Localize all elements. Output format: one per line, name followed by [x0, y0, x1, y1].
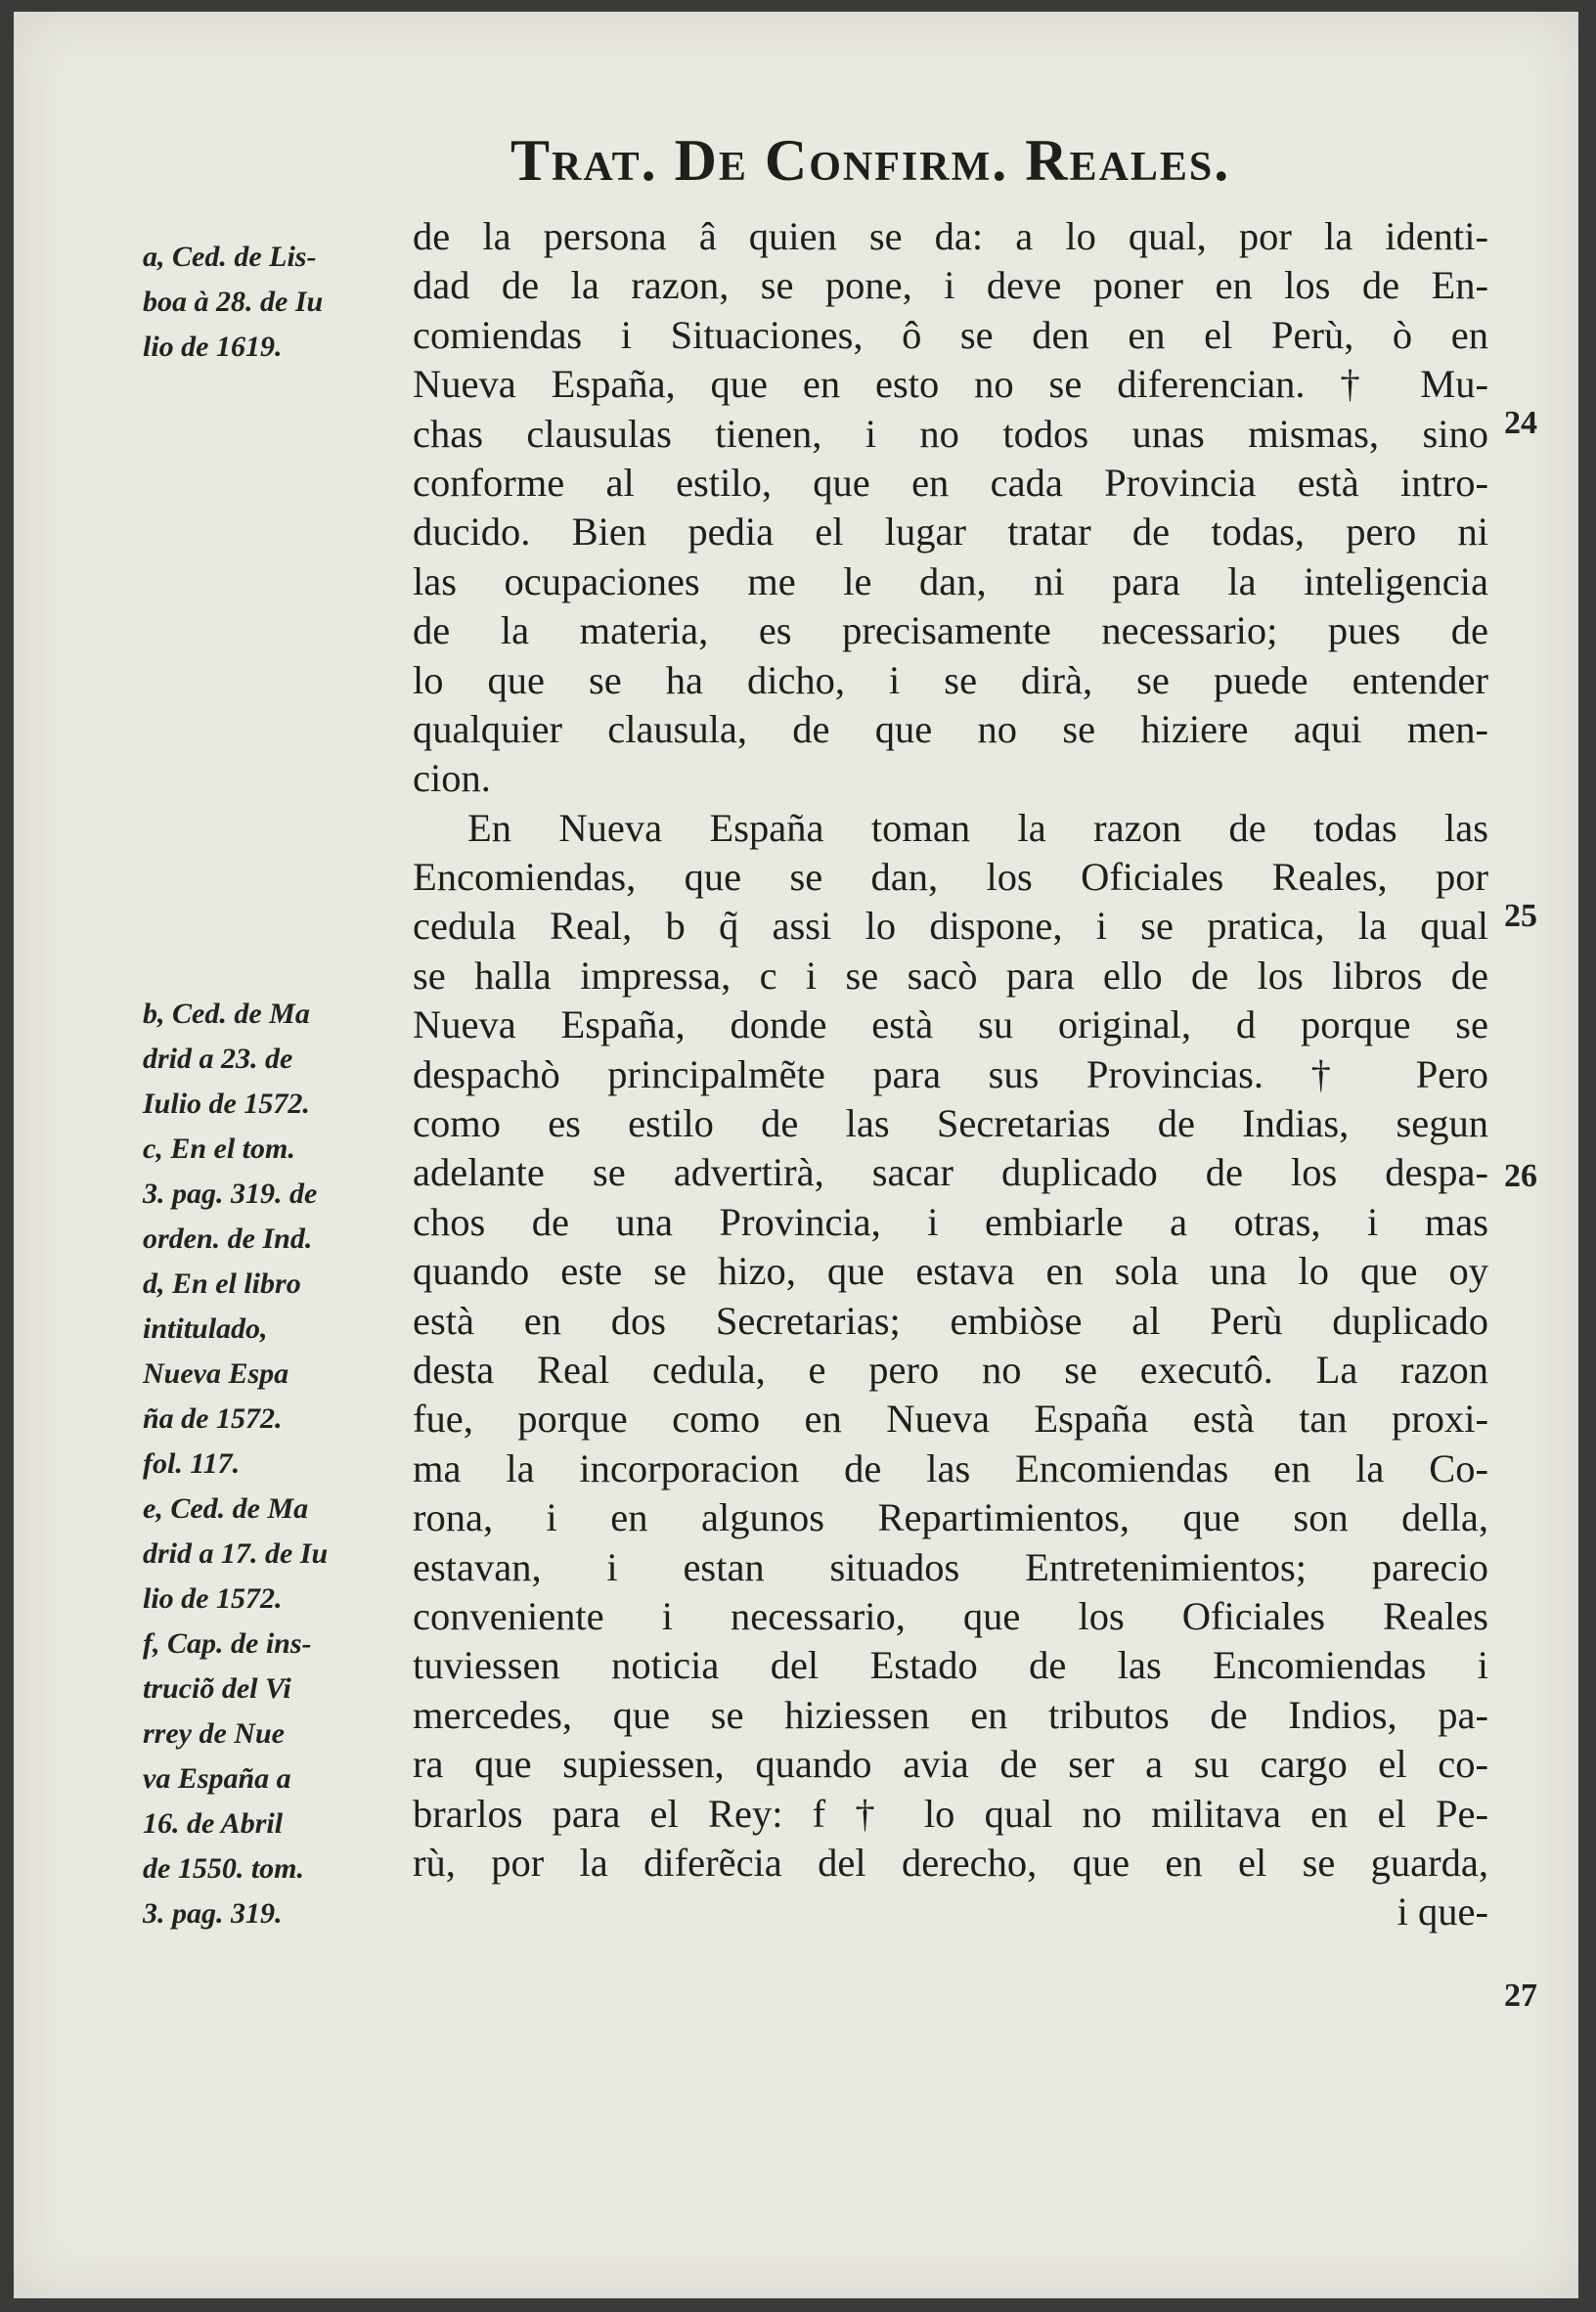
text-line: las ocupaciones me le dan, ni para la inteligencia	[413, 558, 1488, 603]
running-header: Trat. De Confirm. Reales.	[510, 128, 1231, 193]
text-line: de la persona â quien se da: a lo qual, por la identi-	[413, 214, 1488, 258]
margin-note-line: drid a 17. de Iu	[143, 1537, 329, 1570]
paragraph-number-25: 25	[1504, 898, 1537, 934]
text-line: conveniente i necessario, que los Oficiales Reales	[413, 1593, 1488, 1638]
text-line: como es estilo de las Secretarias de Indias, segun	[413, 1101, 1488, 1146]
margin-note-line: f, Cap. de ins-	[143, 1627, 312, 1660]
text-line: està en dos Secretarias; embiòse al Perù duplicado	[413, 1298, 1488, 1343]
text-line: estavan, i estan situados Entretenimientos; parecio	[413, 1544, 1488, 1589]
text-line: desta Real cedula, e pero no se executô. La razon	[413, 1347, 1488, 1392]
text-line: despachò principalmẽte para sus Provincias. † Pero	[413, 1051, 1488, 1096]
margin-note-line: 3. pag. 319. de	[143, 1178, 318, 1210]
text-line: se halla impressa, c i se sacò para ello de los libros de	[413, 953, 1488, 998]
margin-note-line: Iulio de 1572.	[143, 1088, 310, 1120]
text-line: conforme al estilo, que en cada Provincia està intro-	[413, 460, 1488, 505]
margin-note-line: lio de 1619.	[143, 331, 283, 363]
margin-note-line: 16. de Abril	[143, 1807, 284, 1840]
margin-note-line: ña de 1572.	[143, 1402, 283, 1435]
text-line: lo que se ha dicho, i se dirà, se puede entender	[413, 657, 1488, 702]
margin-note-line: b, Ced. de Ma	[143, 998, 310, 1030]
margin-note-line: c, En el tom.	[143, 1133, 295, 1165]
page-sheet	[14, 12, 1578, 2298]
text-line: cedula Real, b q̃ assi lo dispone, i se pratica, la qual	[413, 904, 1488, 949]
text-line: quando este se hizo, que estava en sola una lo que oy	[413, 1249, 1488, 1294]
text-line: tuviessen noticia del Estado de las Encomiendas i	[413, 1643, 1488, 1688]
main-text-column	[413, 212, 1488, 1937]
margin-note-line: orden. de Ind.	[143, 1223, 313, 1255]
margin-note-line: truciõ del Vi	[143, 1672, 291, 1705]
text-line: ra que supiessen, quando avia de ser a su cargo el co-	[413, 1742, 1488, 1787]
marginal-notes-top	[143, 235, 407, 370]
paragraph-number-27: 27	[1504, 1978, 1537, 2014]
margin-note-line: rrey de Nue	[143, 1717, 285, 1750]
text-line: chas clausulas tienen, i no todos unas mismas, sino	[413, 411, 1488, 456]
margin-note-line: e, Ced. de Ma	[143, 1492, 309, 1525]
margin-note-line: d, En el libro	[143, 1267, 301, 1300]
margin-note-line: a, Ced. de Lis-	[143, 241, 317, 273]
paragraph-number-26: 26	[1504, 1158, 1537, 1194]
text-line: ma la incorporacion de las Encomiendas en la Co-	[413, 1445, 1488, 1490]
margin-note-line: intitulado,	[143, 1312, 268, 1345]
margin-note-line: fol. 117.	[143, 1447, 241, 1480]
text-line: brarlos para el Rey: f † lo qual no militava en el Pe-	[413, 1791, 1488, 1836]
margin-note-line: va España a	[143, 1762, 291, 1795]
margin-note-line: de 1550. tom.	[143, 1852, 304, 1885]
text-line: de la materia, es precisamente necessario; pues de	[413, 608, 1488, 653]
margin-note-line: Nueva Espa	[143, 1357, 289, 1390]
text-line: Nueva España, que en esto no se diferencian. † Mu-	[413, 362, 1488, 407]
marginal-notes-bottom	[143, 992, 407, 1936]
text-line: dad de la razon, se pone, i deve poner en los de En-	[413, 263, 1488, 308]
margin-note-line: 3. pag. 319.	[143, 1897, 283, 1930]
paragraph-number-24: 24	[1504, 405, 1537, 441]
margin-note-line: drid a 23. de	[143, 1043, 293, 1075]
margin-note-line: boa à 28. de Iu	[143, 286, 324, 318]
text-line: ducido. Bien pedia el lugar tratar de todas, pero ni	[413, 510, 1488, 555]
text-line: qualquier clausula, de que no se hiziere aqui men-	[413, 706, 1488, 751]
text-line: cion.	[413, 756, 491, 801]
text-line: rona, i en algunos Repartimientos, que son della,	[413, 1495, 1488, 1540]
text-line: En Nueva España toman la razon de todas las	[467, 805, 1488, 850]
text-line: chos de una Provincia, i embiarle a otras, i mas	[413, 1199, 1488, 1244]
text-line: Nueva España, donde està su original, d porque se	[413, 1002, 1488, 1047]
text-line: mercedes, que se hiziessen en tributos de Indios, pa-	[413, 1692, 1488, 1737]
text-line: adelante se advertirà, sacar duplicado de los despa-	[413, 1150, 1488, 1195]
text-line: fue, porque como en Nueva España està tan proxi-	[413, 1397, 1488, 1442]
text-line: rù, por la diferẽcia del derecho, que en el se guarda,	[413, 1840, 1488, 1885]
text-line: Encomiendas, que se dan, los Oficiales Reales, por	[413, 855, 1488, 900]
margin-note-line: lio de 1572.	[143, 1582, 283, 1615]
text-line: comiendas i Situaciones, ô se den en el Perù, ò en	[413, 312, 1488, 357]
text-line: i que-	[1396, 1890, 1488, 1934]
